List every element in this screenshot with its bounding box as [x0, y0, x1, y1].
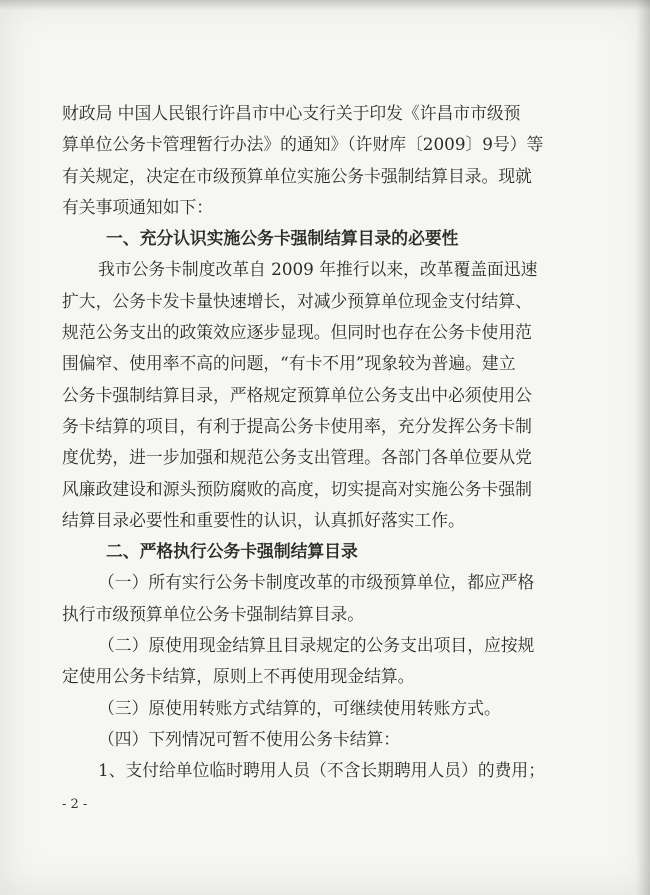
text-line: （一）所有实行公务卡制度改革的市级预算单位，都应严格: [98, 572, 535, 593]
text-line: （二）原使用现金结算且目录规定的公务支出项目，应按规: [98, 635, 535, 656]
text-line: 扩大，公务卡发卡量快速增长，对减少预算单位现金支付结算、: [62, 290, 532, 311]
text-line: 度优势，进一步加强和规范公务支出管理。各部门各单位要从党: [62, 447, 532, 468]
scan-shadow-top: [0, 0, 650, 10]
text-line: 公务卡强制结算目录，严格规定预算单位公务支出中必须使用公: [62, 384, 532, 405]
scan-shadow-right: [636, 0, 650, 895]
text-line: 1、支付给单位临时聘用人员（不含长期聘用人员）的费用；: [98, 760, 545, 781]
text-line: 规范公务支出的政策效应逐步显现。但同时也存在公务卡使用范: [62, 322, 532, 343]
page-number: - 2 -: [62, 797, 88, 812]
text-line: 务卡结算的项目，有利于提高公务卡使用率，充分发挥公务卡制: [62, 415, 532, 436]
document-body: [62, 98, 582, 787]
text-line: 有关规定，决定在市级预算单位实施公务卡强制结算目录。现就: [62, 165, 532, 186]
text-line: 定使用公务卡结算，原则上不再使用现金结算。: [62, 666, 415, 687]
text-line: 结算目录必要性和重要性的认识，认真抓好落实工作。: [62, 509, 465, 530]
text-line: 围偏窄、使用率不高的问题，“有卡不用”现象较为普遍。建立: [62, 353, 516, 374]
text-line: 有关事项通知如下：: [62, 196, 214, 217]
section-heading-1: 一、充分认识实施公务卡强制结算目录的必要性: [106, 228, 459, 249]
section-heading-2: 二、严格执行公务卡强制结算目录: [106, 541, 358, 562]
text-line: （四）下列情况可暂不使用公务卡结算：: [98, 728, 401, 749]
text-line: 财政局 中国人民银行许昌市中心支行关于印发《许昌市市级预: [62, 103, 521, 123]
text-line: 执行市级预算单位公务卡强制结算目录。: [62, 603, 365, 624]
text-line: 算单位公务卡管理暂行办法》的通知》（许财库〔2009〕9号）等: [62, 134, 544, 155]
text-line: 风廉政建设和源头预防腐败的高度，切实提高对实施公务卡强制: [62, 478, 532, 499]
text-line: （三）原使用转账方式结算的，可继续使用转账方式。: [98, 697, 501, 718]
text-line: 我市公务卡制度改革自 2009 年推行以来，改革覆盖面迅速: [98, 259, 538, 280]
